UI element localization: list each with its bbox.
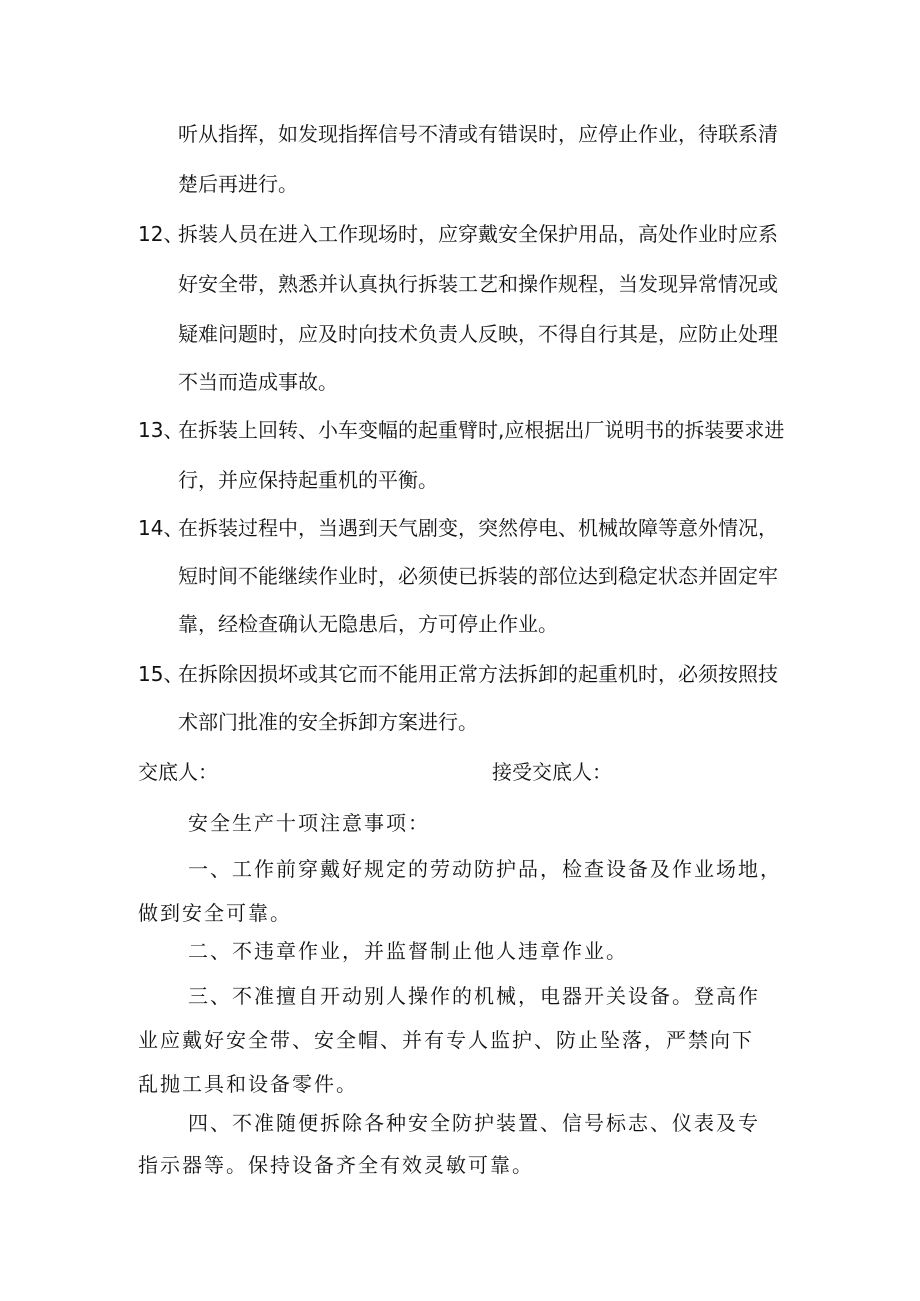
- continued-item-line: 楚后再进行。: [178, 172, 298, 196]
- safety-note-line: 乱抛工具和设备零件。: [138, 1072, 358, 1096]
- safety-note-line: 三、不准擅自开动别人操作的机械，电器开关设备。登高作: [188, 984, 760, 1008]
- item-number: 13、: [138, 418, 184, 442]
- item-text-line: 好安全带，熟悉并认真执行拆装工艺和操作规程，当发现异常情况或: [178, 272, 778, 296]
- item-text-line: 不当而造成事故。: [178, 370, 338, 394]
- item-text-line: 行，并应保持起重机的平衡。: [178, 468, 438, 492]
- safety-note-line: 二、不违章作业，并监督制止他人违章作业。: [188, 939, 628, 963]
- item-text-line: 疑难问题时，应及时向技术负责人反映，不得自行其是，应防止处理: [178, 322, 778, 346]
- safety-note-line: 指示器等。保持设备齐全有效灵敏可靠。: [138, 1153, 534, 1177]
- item-text-line: 靠，经检查确认无隐患后，方可停止作业。: [178, 612, 558, 636]
- item-number: 15、: [138, 662, 184, 686]
- continued-item-line: 听从指挥，如发现指挥信号不清或有错误时，应停止作业，待联系清: [178, 122, 778, 146]
- item-text-line: 在拆除因损坏或其它而不能用正常方法拆卸的起重机时，必须按照技: [178, 662, 778, 686]
- item-text-line: 短时间不能继续作业时，必须使已拆装的部位达到稳定状态并固定牢: [178, 564, 778, 588]
- item-text-line: 拆装人员在进入工作现场时，应穿戴安全保护用品，高处作业时应系: [178, 222, 778, 246]
- receiver-label: 接受交底人：: [492, 760, 612, 784]
- safety-note-line: 做到安全可靠。: [138, 901, 292, 925]
- item-text-line: 在拆装上回转、小车变幅的起重臂时,应根据出厂说明书的拆装要求进: [178, 418, 785, 442]
- item-text-line: 术部门批准的安全拆卸方案进行。: [178, 710, 478, 734]
- item-number: 14、: [138, 516, 184, 540]
- item-text-line: 在拆装过程中，当遇到天气剧变，突然停电、机械故障等意外情况，: [178, 516, 778, 540]
- item-number: 12、: [138, 222, 184, 246]
- safety-notes-title: 安全生产十项注意事项：: [188, 811, 430, 835]
- safety-note-line: 四、不准随便拆除各种安全防护装置、信号标志、仪表及专: [188, 1111, 760, 1135]
- discloser-label: 交底人：: [138, 760, 218, 784]
- safety-note-line: 业应戴好安全带、安全帽、并有专人监护、防止坠落，严禁向下: [138, 1028, 754, 1052]
- safety-note-line: 一、工作前穿戴好规定的劳动防护品，检查设备及作业场地，: [188, 857, 782, 881]
